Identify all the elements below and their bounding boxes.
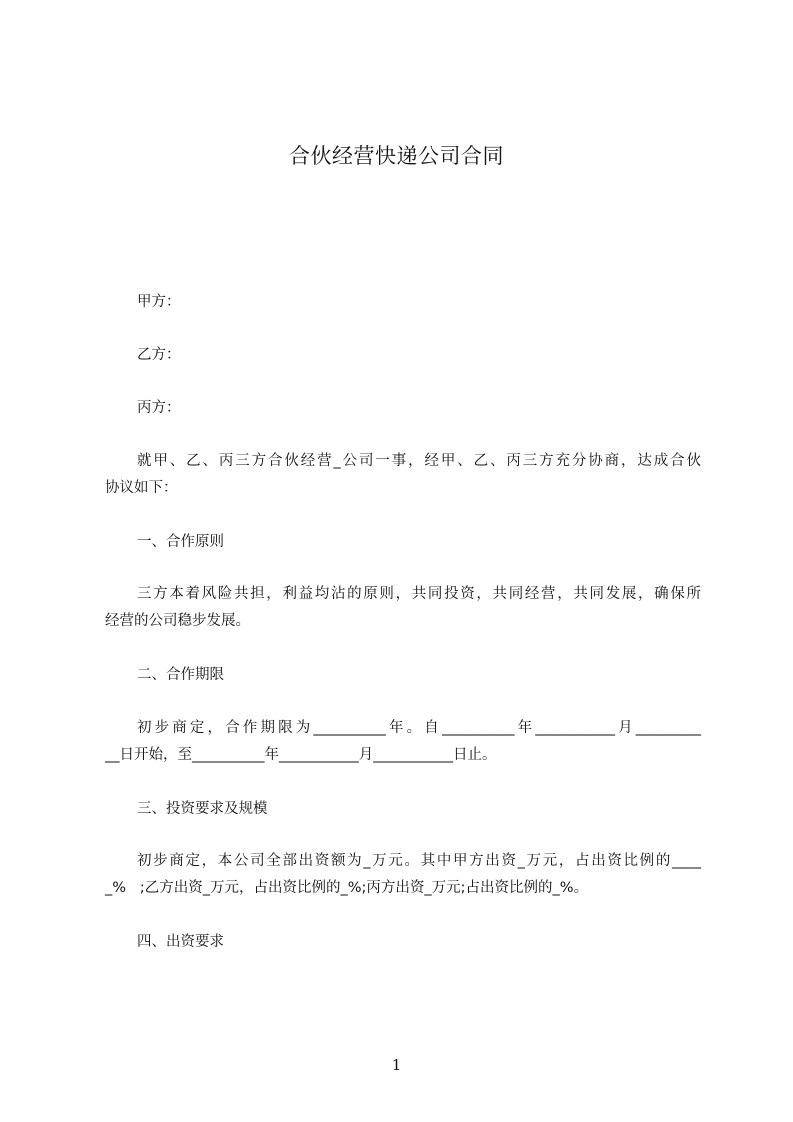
- section-paragraph-line: __日开始，至__________年___________月___________日止。: [105, 747, 497, 763]
- document-title: 合伙经营快递公司合同: [289, 144, 504, 168]
- party-c-label: 丙方：: [137, 400, 181, 416]
- section-paragraph-line: 初步商定，本公司全部出资额为_万元。其中甲方出资_万元，占出资比例的____: [137, 853, 701, 869]
- section-heading: 四、出资要求: [137, 934, 224, 950]
- page-number: 1: [391, 1056, 402, 1074]
- party-a-label: 甲方：: [137, 294, 181, 310]
- party-b-label: 乙方：: [137, 347, 181, 363]
- section-paragraph-line: _% ;乙方出资_万元，占出资比例的_%;丙方出资_万元;占出资比例的_%。: [105, 880, 589, 896]
- section-paragraph-line: 初步商定，合作期限为__________年。自__________年___________月_________: [137, 720, 701, 736]
- section-paragraph-line: 三方本着风险共担，利益均沾的原则，共同投资，共同经营，共同发展，确保所: [137, 586, 701, 602]
- intro-paragraph-line: 就甲、乙、丙三方合伙经营_公司一事，经甲、乙、丙三方充分协商，达成合伙: [137, 453, 701, 469]
- section-heading: 二、合作期限: [137, 667, 224, 683]
- section-heading: 三、投资要求及规模: [137, 801, 268, 817]
- intro-paragraph-line: 协议如下：: [105, 480, 178, 496]
- section-paragraph-line: 经营的公司稳步发展。: [105, 613, 250, 629]
- section-heading: 一、合作原则: [137, 534, 224, 550]
